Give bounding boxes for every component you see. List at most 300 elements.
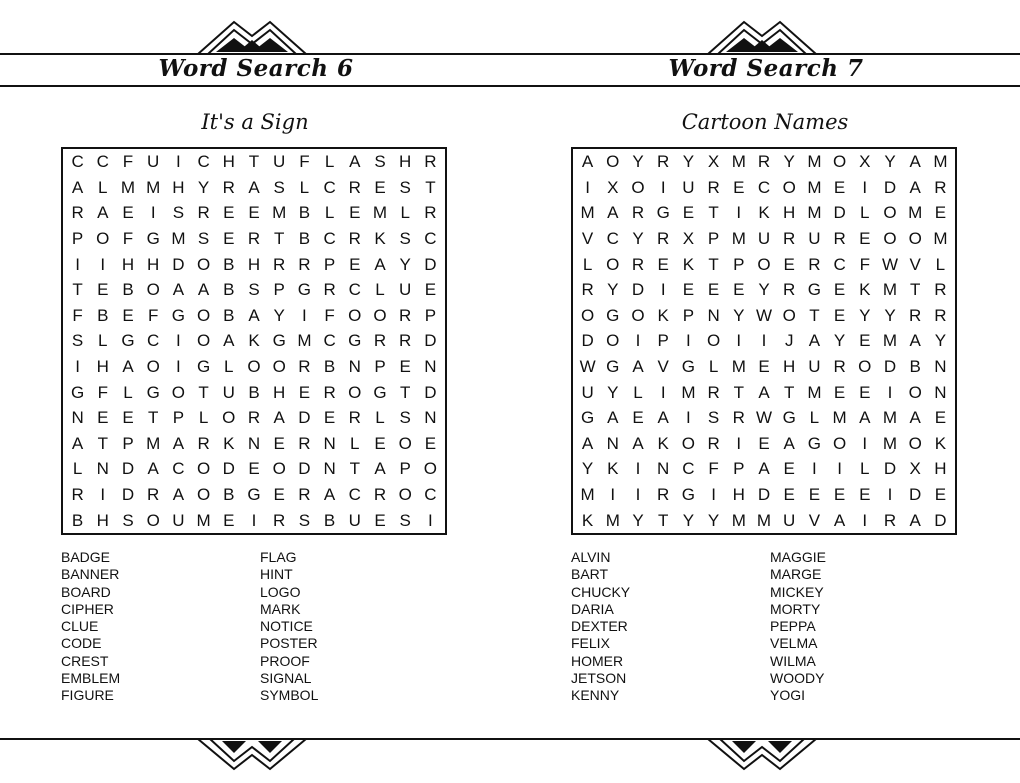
- grid-letter[interactable]: E: [934, 485, 947, 505]
- grid-letter[interactable]: T: [910, 280, 921, 300]
- grid-letter[interactable]: M: [933, 152, 948, 172]
- grid-letter[interactable]: M: [807, 177, 822, 197]
- grid-letter[interactable]: C: [833, 254, 846, 274]
- grid-letter[interactable]: M: [832, 408, 847, 428]
- grid-letter[interactable]: E: [682, 203, 695, 223]
- grid-letter[interactable]: K: [223, 433, 235, 453]
- grid-letter[interactable]: N: [96, 459, 109, 479]
- grid-letter[interactable]: K: [758, 203, 770, 223]
- grid-letter[interactable]: B: [323, 357, 336, 377]
- grid-letter[interactable]: R: [298, 485, 311, 505]
- grid-letter[interactable]: A: [374, 459, 386, 479]
- grid-letter[interactable]: Y: [632, 229, 644, 249]
- grid-letter[interactable]: R: [197, 203, 210, 223]
- grid-letter[interactable]: L: [224, 357, 234, 377]
- grid-letter[interactable]: D: [121, 459, 135, 479]
- grid-letter[interactable]: I: [736, 331, 742, 351]
- grid-letter[interactable]: R: [657, 152, 670, 172]
- grid-letter[interactable]: D: [883, 177, 897, 197]
- grid-letter[interactable]: R: [883, 510, 897, 530]
- grid-letter[interactable]: C: [424, 485, 437, 505]
- grid-letter[interactable]: L: [400, 203, 410, 223]
- grid-letter[interactable]: M: [756, 510, 772, 530]
- grid-letter[interactable]: O: [348, 382, 362, 402]
- grid-letter[interactable]: K: [657, 433, 669, 453]
- grid-letter[interactable]: X: [682, 229, 695, 249]
- grid-letter[interactable]: O: [196, 485, 211, 505]
- grid-letter[interactable]: U: [172, 510, 185, 530]
- grid-letter[interactable]: C: [348, 485, 361, 505]
- grid-letter[interactable]: R: [348, 177, 361, 197]
- grid-letter[interactable]: A: [581, 433, 594, 453]
- grid-letter[interactable]: U: [783, 510, 796, 530]
- grid-letter[interactable]: D: [934, 510, 947, 530]
- grid-letter[interactable]: E: [733, 280, 745, 300]
- grid-letter[interactable]: E: [122, 408, 134, 428]
- grid-letter[interactable]: G: [807, 280, 822, 300]
- grid-letter[interactable]: B: [909, 357, 921, 377]
- grid-letter[interactable]: R: [833, 229, 846, 249]
- grid-letter[interactable]: V: [808, 510, 821, 530]
- grid-letter[interactable]: R: [298, 357, 311, 377]
- grid-letter[interactable]: B: [223, 485, 235, 505]
- grid-letter[interactable]: P: [733, 459, 745, 479]
- grid-letter[interactable]: E: [273, 433, 285, 453]
- grid-letter[interactable]: D: [222, 459, 235, 479]
- grid-letter[interactable]: A: [147, 459, 159, 479]
- grid-letter[interactable]: H: [399, 152, 412, 172]
- grid-letter[interactable]: K: [859, 280, 871, 300]
- grid-letter[interactable]: H: [732, 485, 745, 505]
- grid-letter[interactable]: A: [223, 331, 235, 351]
- grid-letter[interactable]: E: [248, 203, 260, 223]
- grid-letter[interactable]: X: [607, 177, 619, 197]
- grid-letter[interactable]: R: [323, 382, 336, 402]
- grid-letter[interactable]: W: [579, 357, 596, 377]
- grid-letter[interactable]: I: [251, 510, 257, 530]
- grid-letter[interactable]: H: [273, 382, 286, 402]
- grid-letter[interactable]: D: [298, 408, 311, 428]
- grid-letter[interactable]: O: [196, 254, 211, 274]
- grid-letter[interactable]: V: [657, 357, 669, 377]
- grid-letter[interactable]: A: [349, 152, 361, 172]
- grid-letter[interactable]: Y: [884, 305, 896, 325]
- grid-letter[interactable]: M: [807, 152, 822, 172]
- grid-letter[interactable]: O: [146, 510, 160, 530]
- grid-letter[interactable]: S: [399, 177, 411, 197]
- grid-letter[interactable]: G: [681, 485, 696, 505]
- grid-letter[interactable]: P: [323, 254, 336, 274]
- grid-letter[interactable]: B: [71, 510, 84, 530]
- grid-letter[interactable]: Y: [682, 510, 695, 530]
- grid-letter[interactable]: N: [934, 357, 947, 377]
- grid-letter[interactable]: E: [783, 254, 795, 274]
- grid-letter[interactable]: R: [273, 510, 286, 530]
- grid-letter[interactable]: I: [660, 280, 666, 300]
- grid-letter[interactable]: P: [682, 305, 695, 325]
- grid-letter[interactable]: A: [248, 177, 260, 197]
- grid-letter[interactable]: M: [731, 510, 746, 530]
- grid-letter[interactable]: U: [682, 177, 695, 197]
- grid-letter[interactable]: A: [657, 408, 669, 428]
- grid-letter[interactable]: A: [758, 459, 770, 479]
- grid-letter[interactable]: D: [909, 485, 922, 505]
- grid-letter[interactable]: A: [632, 433, 644, 453]
- grid-letter[interactable]: A: [607, 408, 619, 428]
- grid-letter[interactable]: U: [399, 280, 412, 300]
- grid-letter[interactable]: H: [783, 357, 796, 377]
- grid-letter[interactable]: M: [605, 510, 620, 530]
- grid-letter[interactable]: E: [349, 254, 361, 274]
- grid-letter[interactable]: E: [273, 485, 285, 505]
- grid-letter[interactable]: O: [606, 331, 620, 351]
- grid-letter[interactable]: O: [858, 357, 872, 377]
- grid-letter[interactable]: I: [660, 382, 666, 402]
- grid-letter[interactable]: A: [758, 382, 770, 402]
- grid-letter[interactable]: O: [96, 229, 110, 249]
- grid-letter[interactable]: P: [172, 408, 185, 428]
- grid-letter[interactable]: R: [399, 331, 412, 351]
- grid-letter[interactable]: K: [581, 510, 594, 530]
- grid-letter[interactable]: E: [859, 382, 871, 402]
- grid-letter[interactable]: I: [761, 331, 767, 351]
- grid-letter[interactable]: O: [272, 357, 286, 377]
- grid-letter[interactable]: I: [837, 459, 842, 479]
- grid-letter[interactable]: C: [757, 177, 771, 197]
- grid-letter[interactable]: G: [606, 357, 620, 377]
- grid-letter[interactable]: G: [272, 331, 286, 351]
- grid-letter[interactable]: X: [707, 152, 720, 172]
- grid-letter[interactable]: G: [171, 305, 186, 325]
- grid-letter[interactable]: X: [859, 152, 871, 172]
- grid-letter[interactable]: R: [348, 229, 361, 249]
- grid-letter[interactable]: A: [71, 433, 84, 453]
- grid-letter[interactable]: P: [273, 280, 285, 300]
- grid-letter[interactable]: R: [707, 433, 720, 453]
- grid-letter[interactable]: H: [783, 203, 796, 223]
- grid-letter[interactable]: E: [122, 203, 134, 223]
- grid-letter[interactable]: Y: [632, 152, 644, 172]
- grid-letter[interactable]: B: [223, 280, 235, 300]
- grid-letter[interactable]: O: [373, 305, 387, 325]
- grid-letter[interactable]: R: [631, 203, 645, 223]
- grid-letter[interactable]: A: [909, 331, 921, 351]
- grid-letter[interactable]: U: [757, 229, 771, 249]
- grid-letter[interactable]: T: [425, 177, 436, 197]
- grid-letter[interactable]: I: [75, 357, 80, 377]
- grid-letter[interactable]: M: [580, 485, 595, 505]
- grid-letter[interactable]: M: [933, 229, 948, 249]
- grid-letter[interactable]: I: [887, 485, 893, 505]
- grid-letter[interactable]: A: [172, 280, 185, 300]
- grid-letter[interactable]: X: [909, 459, 921, 479]
- grid-letter[interactable]: U: [147, 152, 160, 172]
- grid-letter[interactable]: N: [71, 408, 84, 428]
- grid-letter[interactable]: A: [833, 510, 846, 530]
- grid-letter[interactable]: A: [909, 177, 921, 197]
- grid-letter[interactable]: F: [148, 305, 159, 325]
- grid-letter[interactable]: E: [934, 203, 947, 223]
- grid-letter[interactable]: R: [323, 280, 336, 300]
- grid-letter[interactable]: R: [657, 229, 670, 249]
- grid-letter[interactable]: F: [324, 305, 335, 325]
- grid-letter[interactable]: E: [783, 485, 795, 505]
- grid-letter[interactable]: O: [606, 152, 620, 172]
- grid-letter[interactable]: N: [934, 382, 947, 402]
- grid-letter[interactable]: P: [657, 331, 669, 351]
- grid-letter[interactable]: N: [657, 459, 670, 479]
- grid-letter[interactable]: N: [606, 433, 619, 453]
- grid-letter[interactable]: Y: [273, 305, 285, 325]
- grid-letter[interactable]: O: [222, 408, 236, 428]
- grid-letter[interactable]: O: [681, 433, 696, 453]
- grid-letter[interactable]: I: [75, 254, 80, 274]
- grid-letter[interactable]: M: [882, 331, 898, 351]
- grid-letter[interactable]: E: [657, 254, 669, 274]
- grid-letter[interactable]: Y: [758, 280, 770, 300]
- grid-letter[interactable]: I: [812, 459, 817, 479]
- grid-letter[interactable]: E: [223, 510, 235, 530]
- grid-letter[interactable]: R: [783, 229, 796, 249]
- grid-letter[interactable]: B: [298, 229, 311, 249]
- grid-letter[interactable]: L: [809, 408, 820, 428]
- grid-letter[interactable]: L: [350, 433, 360, 453]
- grid-letter[interactable]: C: [606, 229, 619, 249]
- letter-grid[interactable]: [571, 147, 957, 535]
- grid-letter[interactable]: E: [758, 357, 770, 377]
- grid-letter[interactable]: Y: [581, 459, 594, 479]
- grid-letter[interactable]: N: [247, 433, 261, 453]
- grid-letter[interactable]: R: [298, 433, 311, 453]
- grid-letter[interactable]: M: [681, 382, 696, 402]
- grid-letter[interactable]: L: [860, 459, 870, 479]
- grid-letter[interactable]: E: [97, 280, 109, 300]
- grid-letter[interactable]: M: [731, 357, 746, 377]
- grid-letter[interactable]: C: [197, 152, 210, 172]
- grid-letter[interactable]: R: [783, 280, 796, 300]
- grid-letter[interactable]: D: [424, 331, 437, 351]
- grid-letter[interactable]: S: [172, 203, 185, 223]
- grid-letter[interactable]: E: [374, 510, 386, 530]
- grid-letter[interactable]: I: [736, 433, 742, 453]
- grid-letter[interactable]: M: [807, 382, 822, 402]
- grid-letter[interactable]: B: [97, 305, 109, 325]
- grid-letter[interactable]: I: [635, 331, 641, 351]
- grid-letter[interactable]: S: [374, 152, 386, 172]
- grid-letter[interactable]: Y: [682, 152, 695, 172]
- grid-letter[interactable]: E: [808, 485, 821, 505]
- grid-letter[interactable]: T: [733, 382, 744, 402]
- grid-letter[interactable]: C: [147, 331, 160, 351]
- grid-letter[interactable]: K: [248, 331, 260, 351]
- grid-letter[interactable]: I: [176, 357, 181, 377]
- grid-letter[interactable]: A: [374, 254, 386, 274]
- grid-letter[interactable]: E: [833, 177, 846, 197]
- grid-letter[interactable]: P: [71, 229, 84, 249]
- grid-letter[interactable]: S: [122, 510, 134, 530]
- grid-letter[interactable]: S: [399, 229, 411, 249]
- grid-letter[interactable]: M: [731, 229, 746, 249]
- grid-letter[interactable]: G: [121, 331, 135, 351]
- grid-letter[interactable]: D: [883, 357, 897, 377]
- grid-letter[interactable]: F: [72, 305, 83, 325]
- grid-letter[interactable]: D: [757, 485, 771, 505]
- grid-letter[interactable]: G: [196, 357, 211, 377]
- grid-letter[interactable]: R: [757, 152, 771, 172]
- grid-letter[interactable]: Y: [632, 510, 644, 530]
- grid-letter[interactable]: O: [196, 459, 211, 479]
- grid-letter[interactable]: I: [862, 433, 868, 453]
- grid-letter[interactable]: O: [883, 229, 897, 249]
- grid-letter[interactable]: G: [373, 382, 387, 402]
- grid-letter[interactable]: L: [299, 177, 310, 197]
- grid-letter[interactable]: R: [909, 305, 922, 325]
- grid-letter[interactable]: C: [424, 229, 437, 249]
- grid-letter[interactable]: R: [247, 229, 261, 249]
- grid-letter[interactable]: I: [176, 152, 181, 172]
- grid-letter[interactable]: T: [349, 459, 360, 479]
- grid-letter[interactable]: A: [909, 510, 921, 530]
- grid-letter[interactable]: T: [97, 433, 108, 453]
- grid-letter[interactable]: I: [428, 510, 433, 530]
- grid-letter[interactable]: G: [247, 485, 261, 505]
- grid-letter[interactable]: O: [908, 382, 922, 402]
- grid-letter[interactable]: K: [934, 433, 947, 453]
- grid-letter[interactable]: B: [223, 254, 235, 274]
- grid-letter[interactable]: Y: [399, 254, 411, 274]
- grid-letter[interactable]: R: [833, 357, 846, 377]
- grid-letter[interactable]: R: [631, 254, 645, 274]
- grid-letter[interactable]: I: [610, 485, 616, 505]
- grid-letter[interactable]: E: [733, 177, 745, 197]
- grid-letter[interactable]: M: [908, 203, 923, 223]
- grid-letter[interactable]: T: [809, 305, 820, 325]
- grid-letter[interactable]: S: [273, 177, 285, 197]
- grid-letter[interactable]: U: [273, 152, 286, 172]
- grid-letter[interactable]: O: [348, 305, 362, 325]
- grid-letter[interactable]: P: [733, 254, 745, 274]
- grid-letter[interactable]: K: [607, 459, 619, 479]
- grid-letter[interactable]: D: [121, 485, 135, 505]
- grid-letter[interactable]: E: [323, 408, 336, 428]
- grid-letter[interactable]: M: [146, 433, 161, 453]
- grid-letter[interactable]: A: [909, 152, 921, 172]
- grid-letter[interactable]: R: [197, 433, 210, 453]
- grid-letter[interactable]: L: [324, 152, 335, 172]
- grid-letter[interactable]: U: [222, 382, 235, 402]
- grid-letter[interactable]: B: [223, 305, 235, 325]
- grid-letter[interactable]: B: [298, 203, 311, 223]
- grid-letter[interactable]: O: [146, 280, 160, 300]
- grid-letter[interactable]: C: [348, 280, 361, 300]
- grid-letter[interactable]: E: [298, 382, 311, 402]
- grid-letter[interactable]: P: [399, 459, 411, 479]
- grid-letter[interactable]: V: [909, 254, 921, 274]
- grid-letter[interactable]: C: [96, 152, 109, 172]
- grid-letter[interactable]: O: [196, 305, 211, 325]
- grid-letter[interactable]: Y: [859, 305, 871, 325]
- grid-letter[interactable]: I: [176, 331, 181, 351]
- letter-grid[interactable]: [61, 147, 447, 535]
- grid-letter[interactable]: E: [97, 408, 109, 428]
- grid-letter[interactable]: H: [247, 254, 261, 274]
- grid-letter[interactable]: H: [172, 177, 185, 197]
- grid-letter[interactable]: I: [150, 203, 156, 223]
- grid-letter[interactable]: S: [71, 331, 84, 351]
- grid-letter[interactable]: M: [882, 408, 898, 428]
- grid-letter[interactable]: H: [147, 254, 160, 274]
- grid-letter[interactable]: A: [172, 433, 185, 453]
- grid-letter[interactable]: R: [657, 485, 670, 505]
- grid-letter[interactable]: O: [580, 305, 595, 325]
- grid-letter[interactable]: A: [172, 485, 185, 505]
- grid-letter[interactable]: K: [682, 254, 695, 274]
- grid-letter[interactable]: D: [631, 280, 645, 300]
- grid-letter[interactable]: O: [832, 152, 847, 172]
- grid-letter[interactable]: Y: [733, 305, 745, 325]
- grid-letter[interactable]: S: [197, 229, 210, 249]
- grid-letter[interactable]: E: [833, 305, 846, 325]
- grid-letter[interactable]: K: [374, 229, 386, 249]
- grid-letter[interactable]: E: [859, 331, 871, 351]
- grid-letter[interactable]: G: [580, 408, 595, 428]
- grid-letter[interactable]: R: [732, 408, 745, 428]
- grid-letter[interactable]: F: [122, 229, 134, 249]
- grid-letter[interactable]: M: [807, 203, 822, 223]
- grid-letter[interactable]: R: [298, 254, 311, 274]
- grid-letter[interactable]: A: [581, 152, 594, 172]
- grid-letter[interactable]: E: [349, 203, 361, 223]
- grid-letter[interactable]: S: [707, 408, 720, 428]
- grid-letter[interactable]: O: [832, 433, 847, 453]
- grid-letter[interactable]: R: [373, 485, 387, 505]
- grid-letter[interactable]: F: [708, 459, 719, 479]
- grid-letter[interactable]: U: [808, 229, 821, 249]
- grid-letter[interactable]: L: [375, 280, 385, 300]
- grid-letter[interactable]: F: [97, 382, 108, 402]
- grid-letter[interactable]: L: [98, 331, 108, 351]
- grid-letter[interactable]: E: [424, 433, 437, 453]
- grid-letter[interactable]: I: [686, 408, 691, 428]
- grid-letter[interactable]: H: [96, 357, 109, 377]
- grid-letter[interactable]: T: [658, 510, 669, 530]
- grid-letter[interactable]: E: [859, 229, 871, 249]
- grid-letter[interactable]: I: [660, 177, 666, 197]
- grid-letter[interactable]: N: [323, 459, 336, 479]
- grid-letter[interactable]: Y: [783, 152, 795, 172]
- grid-letter[interactable]: A: [71, 177, 84, 197]
- grid-letter[interactable]: A: [632, 357, 644, 377]
- grid-letter[interactable]: M: [272, 203, 287, 223]
- grid-letter[interactable]: U: [348, 510, 361, 530]
- grid-letter[interactable]: U: [581, 382, 594, 402]
- grid-letter[interactable]: O: [398, 485, 412, 505]
- grid-letter[interactable]: L: [324, 203, 335, 223]
- grid-letter[interactable]: M: [372, 203, 388, 223]
- grid-letter[interactable]: E: [122, 305, 134, 325]
- grid-letter[interactable]: O: [631, 305, 645, 325]
- grid-letter[interactable]: Y: [707, 510, 720, 530]
- grid-letter[interactable]: I: [862, 510, 868, 530]
- grid-letter[interactable]: E: [424, 280, 437, 300]
- grid-letter[interactable]: Y: [934, 331, 947, 351]
- grid-letter[interactable]: L: [375, 408, 385, 428]
- grid-letter[interactable]: F: [299, 152, 310, 172]
- grid-letter[interactable]: W: [881, 254, 899, 274]
- grid-letter[interactable]: N: [424, 408, 437, 428]
- grid-letter[interactable]: J: [784, 331, 794, 351]
- grid-letter[interactable]: O: [398, 433, 412, 453]
